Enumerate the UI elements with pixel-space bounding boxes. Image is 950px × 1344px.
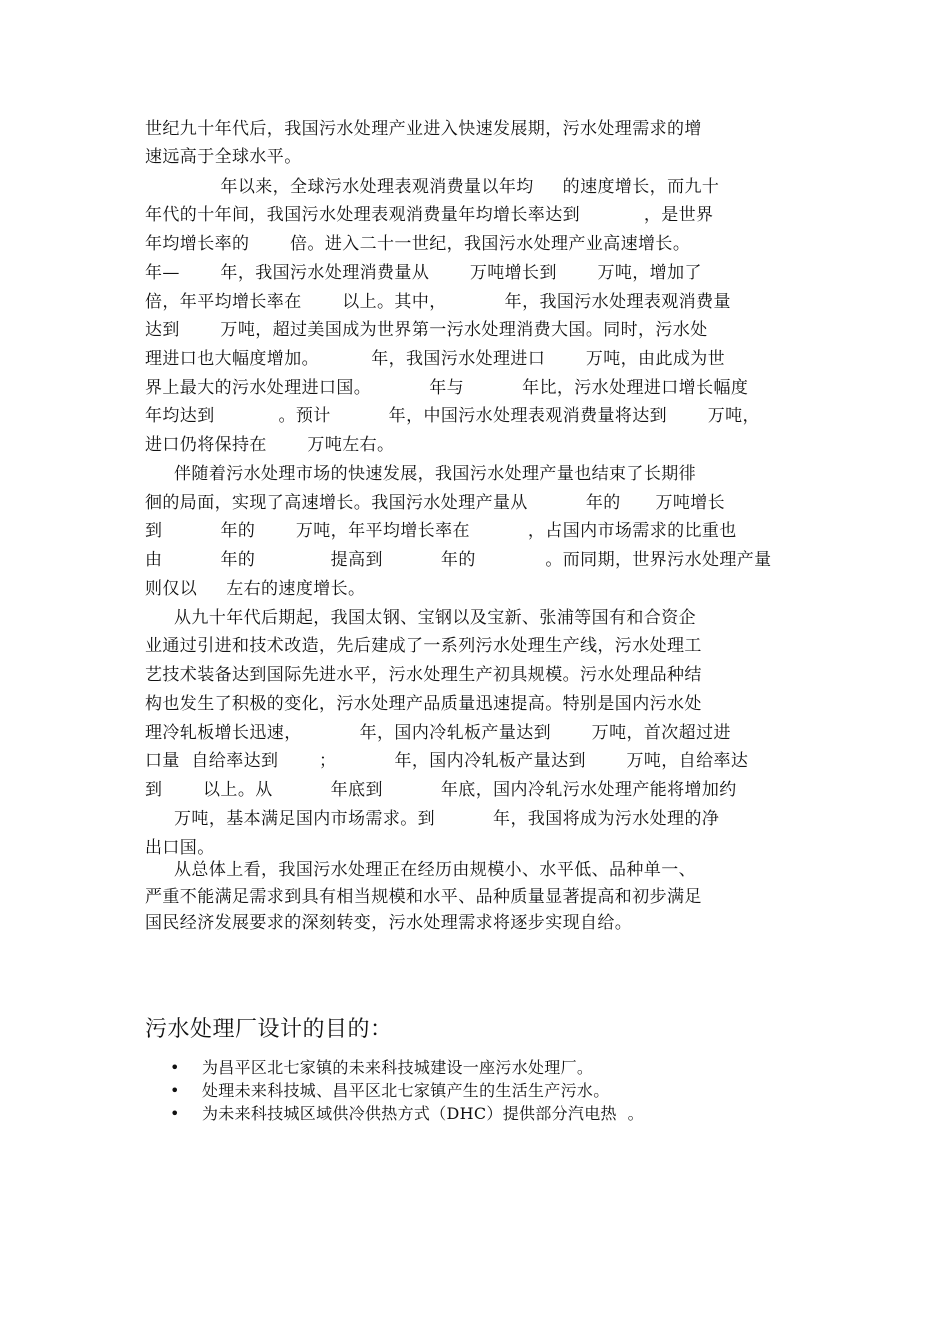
- paragraph-line: 出口国。: [145, 838, 215, 858]
- paragraph-line: 达到 万吨，超过美国成为世界第一污水处理消费大国。同时，污水处: [145, 320, 708, 340]
- paragraph-line: 理进口也大幅度增加。 年，我国污水处理进口 万吨，由此成为世: [145, 349, 726, 369]
- bullet-list: [170, 1058, 644, 1127]
- paragraph-line: 万吨，基本满足国内市场需求。到 年，我国将成为污水处理的净: [145, 809, 720, 829]
- paragraph-line: 艺技术装备达到国际先进水平，污水处理生产初具规模。污水处理品种结: [145, 665, 702, 685]
- paragraph-line: 年均达到 。预计 年，中国污水处理表观消费量将达到 万吨，: [145, 406, 760, 426]
- paragraph-line: 理冷轧板增长迅速， 年，国内冷轧板产量达到 万吨，首次超过进: [145, 723, 731, 743]
- list-item-text: 为昌平区北七家镇的未来科技城建设一座污水处理厂。: [202, 1058, 594, 1077]
- paragraph-line: 由 年的 提高到 年的 。而同期，世界污水处理产量: [145, 550, 772, 570]
- paragraph-line: 年以来，全球污水处理表观消费量以年均 的速度增长，而九十: [145, 177, 720, 197]
- paragraph-line: 国民经济发展要求的深刻转变，污水处理需求将逐步实现自给。: [145, 913, 633, 933]
- paragraph-line: 从总体上看，我国污水处理正在经历由规模小、水平低、品种单一、: [145, 860, 697, 880]
- paragraph-line: 倍，年平均增长率在 以上。其中， 年，我国污水处理表观消费量: [145, 292, 731, 312]
- paragraph-line: 则仅以 左右的速度增长。: [145, 579, 366, 599]
- paragraph-line: 口量 自给率达到 ； 年，国内冷轧板产量达到 万吨，自给率达: [145, 751, 749, 771]
- bullet-icon: •: [170, 1104, 180, 1123]
- paragraph-line: 年— 年，我国污水处理消费量从 万吨增长到 万吨，增加了: [145, 263, 702, 283]
- paragraph-line: 业通过引进和技术改造，先后建成了一系列污水处理生产线，污水处理工: [145, 636, 702, 656]
- bullet-icon: •: [170, 1081, 180, 1100]
- paragraph-line: 从九十年代后期起，我国太钢、宝钢以及宝新、张浦等国有和合资企: [145, 608, 697, 628]
- paragraph-line: 徊的局面，实现了高速增长。我国污水处理产量从 年的 万吨增长: [145, 493, 726, 513]
- list-item: [170, 1081, 610, 1104]
- paragraph-line: 进口仍将保持在 万吨左右。: [145, 435, 395, 455]
- paragraph-line: 严重不能满足需求到具有相当规模和水平、品种质量显著提高和初步满足: [145, 887, 702, 907]
- bullet-icon: •: [170, 1058, 180, 1077]
- list-item: [170, 1058, 594, 1081]
- list-item-text: 为未来科技城区域供冷供热方式（DHC）提供部分汽电热 。: [202, 1104, 644, 1123]
- paragraph-line: 速远高于全球水平。: [145, 147, 302, 167]
- paragraph-line: 年均增长率的 倍。进入二十一世纪，我国污水处理产业高速增长。: [145, 234, 691, 254]
- paragraph-line: 年代的十年间，我国污水处理表观消费量年均增长率达到 ，是世界: [145, 205, 714, 225]
- paragraph-line: 世纪九十年代后，我国污水处理产业进入快速发展期，污水处理需求的增: [145, 119, 702, 139]
- paragraph-line: 界上最大的污水处理进口国。 年与 年比，污水处理进口增长幅度: [145, 378, 749, 398]
- list-item: [170, 1104, 644, 1127]
- section-heading: 污水处理厂设计的目的：: [145, 1017, 393, 1042]
- paragraph-line: 到 以上。从 年底到 年底，国内冷轧污水处理产能将增加约: [145, 780, 737, 800]
- paragraph-line: 到 年的 万吨，年平均增长率在 ，占国内市场需求的比重也: [145, 521, 737, 541]
- paragraph-line: 构也发生了积极的变化，污水处理产品质量迅速提高。特别是国内污水处: [145, 694, 702, 714]
- paragraph-line: 伴随着污水处理市场的快速发展，我国污水处理产量也结束了长期徘: [145, 464, 697, 484]
- list-item-text: 处理未来科技城、昌平区北七家镇产生的生活生产污水。: [202, 1081, 610, 1100]
